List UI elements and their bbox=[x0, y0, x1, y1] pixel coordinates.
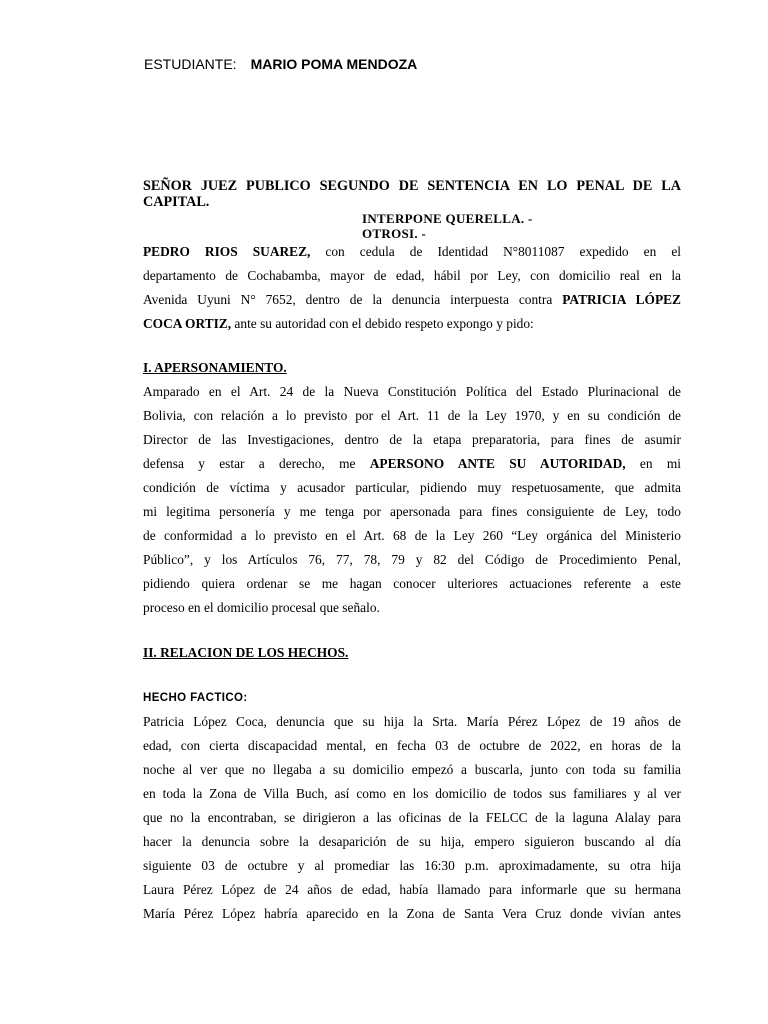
plaintiff-name: PEDRO RIOS SUAREZ, bbox=[143, 244, 311, 259]
paragraph-line: condición de víctima y acusador particular, pidiendo muy respetuosamente, que admita bbox=[143, 480, 681, 495]
paragraph-line: María Pérez López habría aparecido en la Zona de Santa Vera Cruz donde vivían antes bbox=[143, 906, 681, 921]
paragraph-line: Bolivia, con relación a lo previsto por el Art. 11 de la Ley 1970, y en su condición de bbox=[143, 408, 681, 423]
intro-line bbox=[143, 312, 681, 336]
subject-otrosi: OTROSI. - bbox=[362, 226, 427, 241]
intro-text: departamento de Cochabamba, mayor de edad, hábil por Ley, con domicilio real en la bbox=[143, 268, 681, 283]
addressee-heading: SEÑOR JUEZ PUBLICO SEGUNDO DE SENTENCIA EN LO PENAL DE LA bbox=[143, 178, 681, 194]
section-title-apersonamiento: I. APERSONAMIENTO. bbox=[143, 360, 287, 375]
hecho-factico-subhead: HECHO FACTICO: bbox=[143, 692, 248, 704]
student-label: ESTUDIANTE: bbox=[144, 56, 237, 72]
intro-text: ante su autoridad con el debido respeto expongo y pido: bbox=[231, 316, 534, 331]
paragraph-line: Director de las Investigaciones, dentro de la etapa preparatoria, para fines de asumir bbox=[143, 432, 681, 447]
paragraph-text: defensa y estar a derecho, me bbox=[143, 456, 370, 471]
student-name: MARIO POMA MENDOZA bbox=[250, 56, 418, 72]
paragraph-line: en toda la Zona de Villa Buch, así como en los domicilio de todos sus familiares y al ver bbox=[143, 786, 681, 801]
student-line bbox=[144, 56, 417, 72]
paragraph-line: mi legitima personería y me tenga por apersonada para fines consiguiente de Ley, todo bbox=[143, 504, 681, 519]
paragraph-line: hacer la denuncia sobre la desaparición de su hija, empero siguieron buscando al día bbox=[143, 834, 681, 849]
paragraph-line: que no la encontraban, se dirigieron a las oficinas de la FELCC de la laguna Alalay para bbox=[143, 810, 681, 825]
intro-paragraph bbox=[143, 240, 681, 336]
intro-line bbox=[143, 240, 681, 264]
subject-querella: INTERPONE QUERELLA. - bbox=[362, 211, 533, 226]
intro-line bbox=[143, 288, 681, 312]
paragraph-line: Público”, y los Artículos 76, 77, 78, 79 y 82 del Código de Procedimiento Penal, bbox=[143, 552, 681, 567]
paragraph-line: de conformidad a lo previsto en el Art. 68 de la Ley 260 “Ley orgánica del Ministerio bbox=[143, 528, 681, 543]
intro-text: Avenida Uyuni N° 7652, dentro de la denuncia interpuesta contra bbox=[143, 292, 563, 307]
paragraph-line: noche al ver que no llegaba a su domicilio empezó a buscarla, junto con toda su familia bbox=[143, 762, 681, 777]
paragraph-line: pidiendo quiera ordenar se me hagan conocer ulteriores actuaciones referente a este bbox=[143, 576, 681, 591]
paragraph-line: proceso en el domicilio procesal que señalo. bbox=[143, 600, 380, 615]
intro-text: con cedula de Identidad N°8011087 expedido en el bbox=[310, 244, 681, 259]
paragraph-line: Patricia López Coca, denuncia que su hija la Srta. María Pérez López de 19 años de bbox=[143, 714, 681, 729]
paragraph-line: Laura Pérez López de 24 años de edad, había llamado para informarle que su hermana bbox=[143, 882, 681, 897]
paragraph-line: Amparado en el Art. 24 de la Nueva Constitución Política del Estado Plurinacional de bbox=[143, 384, 681, 399]
defendant-name-cont: COCA ORTIZ, bbox=[143, 316, 232, 331]
apersono-phrase: APERSONO ANTE SU AUTORIDAD, bbox=[369, 456, 626, 471]
section-title-relacion-hechos: II. RELACION DE LOS HECHOS. bbox=[143, 645, 349, 660]
addressee-heading-cont: CAPITAL. bbox=[143, 194, 210, 210]
defendant-name: PATRICIA LÓPEZ bbox=[562, 292, 681, 307]
paragraph-line: siguiente 03 de octubre y al promediar las 16:30 p.m. aproximadamente, su otra hija bbox=[143, 858, 681, 873]
apersonamiento-paragraph bbox=[143, 380, 681, 620]
intro-line bbox=[143, 264, 681, 288]
paragraph-line bbox=[143, 452, 681, 476]
hechos-paragraph bbox=[143, 710, 681, 926]
paragraph-line: edad, con cierta discapacidad mental, en fecha 03 de octubre de 2022, en horas de la bbox=[143, 738, 681, 753]
paragraph-text: en mi bbox=[625, 456, 681, 471]
